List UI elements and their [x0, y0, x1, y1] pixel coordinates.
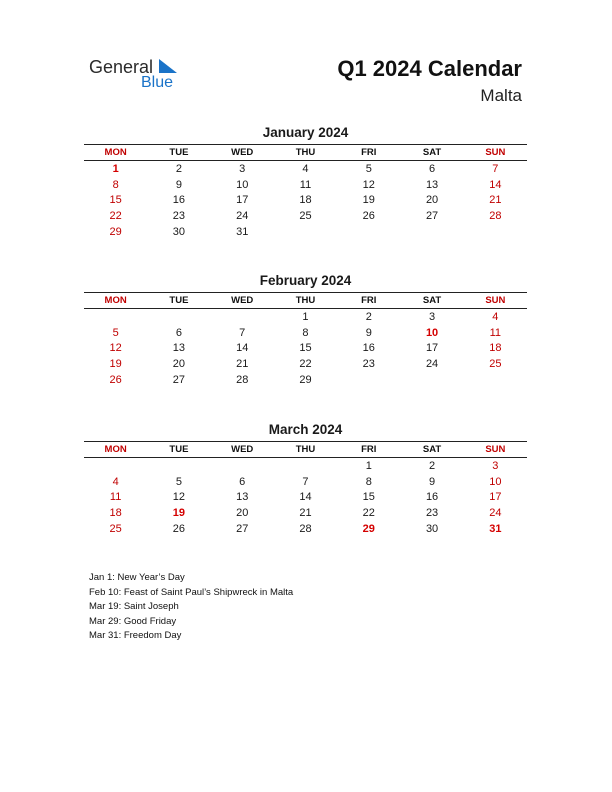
day-cell: 25 [299, 210, 312, 223]
day-cell: 19 [362, 194, 375, 207]
weekday-label-fri: FRI [361, 295, 377, 306]
day-cell: 13 [425, 178, 439, 191]
day-cell: 21 [236, 358, 249, 371]
day-cell: 23 [172, 210, 186, 223]
day-cell: 2 [175, 163, 182, 175]
weekday-label-sun: SUN [485, 444, 506, 455]
weekday-label-thu: THU [295, 147, 316, 158]
weekday-label-wed: WED [231, 295, 254, 306]
day-cell: 5 [365, 163, 372, 175]
month-title: February 2024 [259, 273, 352, 288]
day-cell: 15 [299, 342, 312, 355]
day-cell: 17 [236, 194, 249, 207]
holiday-item: Mar 31: Freedom Day [89, 630, 182, 641]
day-cell: 20 [425, 194, 439, 207]
day-cell: 7 [492, 163, 499, 175]
day-cell: 1 [302, 311, 309, 323]
day-cell: 19 [172, 507, 186, 520]
day-cell: 26 [109, 373, 122, 386]
day-cell: 28 [489, 210, 502, 223]
month-title: March 2024 [268, 422, 343, 437]
day-cell: 17 [425, 342, 439, 355]
day-cell: 15 [362, 491, 375, 504]
day-cell: 10 [236, 178, 249, 191]
day-cell: 10 [425, 326, 439, 339]
day-cell: 27 [236, 522, 249, 535]
weekday-label-tue: TUE [169, 295, 189, 306]
day-cell: 12 [109, 342, 122, 355]
day-cell: 11 [299, 178, 312, 191]
empty-day-cell [147, 459, 210, 475]
day-cell: 19 [109, 358, 122, 371]
day-cell: 29 [299, 373, 312, 386]
day-cell: 7 [239, 326, 246, 339]
day-cell: 20 [172, 358, 186, 371]
empty-day-cell [84, 310, 147, 326]
day-cell: 4 [112, 475, 119, 488]
weekday-label-mon: MON [104, 444, 127, 455]
holiday-item: Jan 1: New Year’s Day [89, 572, 185, 583]
weekday-label-sat: SAT [422, 147, 442, 158]
weekday-label-mon: MON [104, 295, 127, 306]
day-cell: 31 [236, 225, 249, 238]
month-march [84, 421, 527, 537]
empty-day-cell [147, 310, 210, 326]
weekday-label-sat: SAT [422, 295, 442, 306]
weekday-label-thu: THU [295, 444, 316, 455]
day-cell: 23 [425, 507, 439, 520]
weekday-label-fri: FRI [361, 147, 377, 158]
day-cell: 18 [109, 507, 122, 520]
day-cell: 14 [236, 342, 249, 355]
day-cell: 31 [489, 522, 502, 535]
day-cell: 10 [489, 475, 502, 488]
day-cell: 11 [489, 326, 502, 339]
day-cell: 18 [299, 194, 312, 207]
month-title: January 2024 [262, 125, 349, 140]
weekday-label-sun: SUN [485, 147, 506, 158]
day-cell: 20 [236, 507, 249, 520]
day-cell: 25 [109, 522, 122, 535]
day-cell: 16 [362, 342, 375, 355]
day-cell: 5 [175, 475, 182, 488]
day-cell: 29 [362, 522, 375, 535]
day-cell: 3 [239, 163, 246, 175]
day-grid [84, 459, 527, 537]
holiday-list [89, 571, 293, 644]
day-cell: 8 [365, 475, 372, 488]
day-cell: 11 [109, 491, 122, 504]
day-cell: 7 [302, 475, 309, 488]
day-cell: 28 [299, 522, 312, 535]
day-cell: 6 [239, 475, 246, 488]
day-cell: 27 [172, 373, 186, 386]
page-title: Q1 2024 Calendar [337, 56, 522, 81]
day-cell: 21 [299, 507, 312, 520]
day-cell: 28 [236, 373, 249, 386]
day-cell: 26 [362, 210, 375, 223]
empty-day-cell [274, 459, 337, 475]
day-cell: 14 [299, 491, 312, 504]
day-cell: 22 [299, 358, 312, 371]
weekday-label-sat: SAT [422, 444, 442, 455]
day-cell: 12 [172, 491, 186, 504]
day-cell: 16 [172, 194, 186, 207]
day-cell: 18 [489, 342, 502, 355]
country-name: Malta [480, 86, 522, 105]
empty-day-cell [211, 459, 274, 475]
holiday-item: Mar 19: Saint Joseph [89, 601, 179, 612]
weekday-label-mon: MON [104, 147, 127, 158]
day-cell: 9 [175, 178, 182, 191]
day-cell: 25 [489, 358, 502, 371]
weekday-label-wed: WED [231, 147, 254, 158]
logo-general-text: General [89, 57, 154, 77]
day-cell: 9 [429, 475, 436, 488]
weekday-label-fri: FRI [361, 444, 377, 455]
day-grid [84, 310, 527, 388]
day-cell: 22 [362, 507, 375, 520]
month-february [84, 272, 527, 388]
day-cell: 2 [429, 460, 436, 472]
day-cell: 4 [302, 163, 309, 175]
day-cell: 1 [112, 163, 119, 175]
day-cell: 22 [109, 210, 122, 223]
weekday-header [84, 441, 527, 458]
day-cell: 29 [109, 225, 122, 238]
day-cell: 9 [365, 326, 372, 339]
day-cell: 17 [489, 491, 502, 504]
day-cell: 27 [425, 210, 439, 223]
weekday-label-tue: TUE [169, 147, 189, 158]
day-cell: 8 [112, 178, 119, 191]
weekday-label-tue: TUE [169, 444, 189, 455]
day-cell: 2 [365, 311, 372, 323]
day-cell: 15 [109, 194, 122, 207]
holiday-item: Mar 29: Good Friday [89, 615, 177, 627]
day-cell: 16 [425, 491, 439, 504]
day-cell: 6 [429, 163, 436, 175]
day-cell: 6 [175, 326, 182, 339]
day-cell: 3 [492, 460, 499, 472]
weekday-label-sun: SUN [485, 295, 506, 306]
day-cell: 3 [429, 311, 436, 323]
day-cell: 12 [362, 178, 375, 191]
day-cell: 8 [302, 326, 309, 339]
day-cell: 21 [489, 194, 502, 207]
day-cell: 13 [172, 342, 186, 355]
weekday-label-thu: THU [295, 295, 316, 306]
day-cell: 1 [365, 460, 372, 472]
weekday-header [84, 144, 527, 161]
day-cell: 23 [362, 358, 375, 371]
day-cell: 13 [236, 491, 249, 504]
day-cell: 4 [492, 311, 499, 323]
weekday-header [84, 292, 527, 309]
weekday-label-wed: WED [231, 444, 254, 455]
holiday-item: Feb 10: Feast of Saint Paul’s Shipwreck in Malta [89, 586, 294, 598]
day-cell: 5 [112, 326, 119, 339]
day-cell: 26 [172, 522, 186, 535]
month-january [84, 124, 527, 240]
day-cell: 24 [425, 358, 439, 371]
day-cell: 24 [236, 210, 249, 223]
day-cell: 30 [425, 522, 439, 535]
day-cell: 14 [489, 178, 502, 191]
day-cell: 30 [172, 225, 186, 238]
empty-day-cell [84, 459, 147, 475]
logo [89, 56, 189, 96]
day-cell: 24 [489, 507, 502, 520]
logo-blue-text: Blue [141, 74, 174, 91]
empty-day-cell [211, 310, 274, 326]
day-grid [84, 162, 527, 240]
